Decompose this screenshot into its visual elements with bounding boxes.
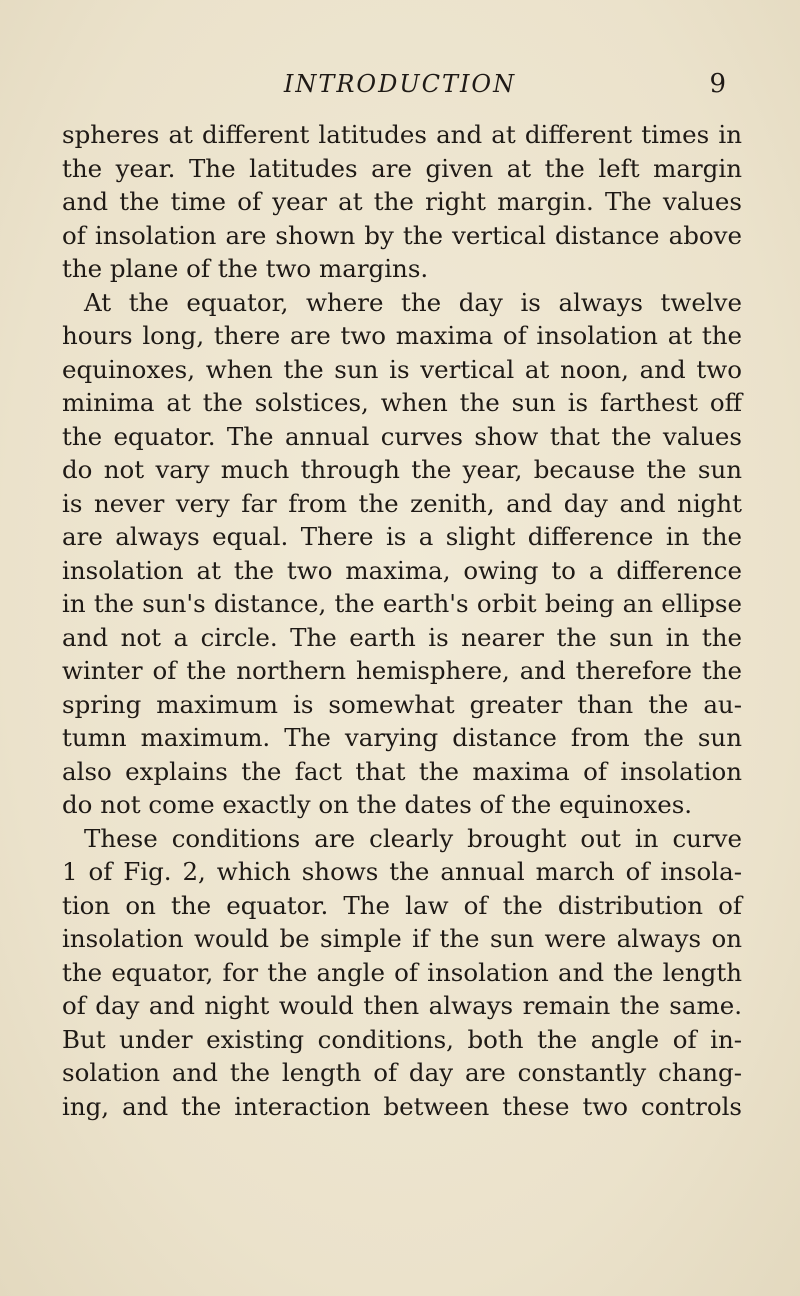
text-line: equinoxes, when the sun is vertical at noon, and two	[62, 354, 742, 384]
text-line: and not a circle. The earth is nearer the sun in the	[62, 622, 742, 652]
text-line: insolation at the two maxima, owing to a difference	[62, 555, 742, 585]
text-line: insolation would be simple if the sun were always on	[62, 924, 742, 953]
text-line: do not come exactly on the dates of the equinoxes.	[62, 790, 693, 819]
text-line: winter of the northern hemisphere, and therefore the	[62, 656, 742, 685]
text-line: spring maximum is somewhat greater than the au-	[62, 689, 742, 719]
text-line: tumn maximum. The varying distance from the sun	[62, 723, 742, 752]
text-line: and the time of year at the right margin. The values	[62, 187, 742, 216]
text-line: solation and the length of day are constantly chang-	[62, 1058, 742, 1087]
text-line: spheres at different latitudes and at different times in	[62, 120, 742, 149]
text-line: the plane of the two margins.	[62, 254, 429, 283]
text-line: in the sun's distance, the earth's orbit being an ellipse	[62, 589, 742, 618]
text-line: hours long, there are two maxima of insolation at the	[62, 321, 742, 350]
text-line: are always equal. There is a slight difference in the	[62, 522, 742, 551]
paragraph-start-line: These conditions are clearly brought out in curve	[84, 823, 742, 853]
page-number: 9	[709, 69, 726, 99]
text-line: But under existing conditions, both the angle of in-	[62, 1024, 742, 1054]
running-title: INTRODUCTION	[283, 70, 517, 98]
text-line: ing, and the interaction between these two controls	[62, 1091, 742, 1121]
text-line: do not vary much through the year, because the sun	[62, 455, 742, 484]
text-line: of insolation are shown by the vertical distance above	[62, 220, 742, 250]
text-line: minima at the solstices, when the sun is farthest off	[62, 388, 742, 417]
text-line: 1 of Fig. 2, which shows the annual march of insola-	[62, 857, 742, 886]
text-line: also explains the fact that the maxima of insolation	[62, 756, 742, 786]
text-line: is never very far from the zenith, and day and night	[62, 488, 742, 518]
text-line: of day and night would then always remain the same.	[62, 991, 742, 1020]
running-head	[0, 64, 800, 104]
paragraph-start-line: At the equator, where the day is always twelve	[84, 287, 742, 317]
text-line: the year. The latitudes are given at the left margin	[62, 153, 742, 183]
text-line: the equator, for the angle of insolation and the length	[62, 957, 742, 987]
body-text	[62, 118, 742, 1123]
text-line: tion on the equator. The law of the distribution of	[62, 890, 742, 920]
text-line: the equator. The annual curves show that the values	[62, 421, 742, 451]
